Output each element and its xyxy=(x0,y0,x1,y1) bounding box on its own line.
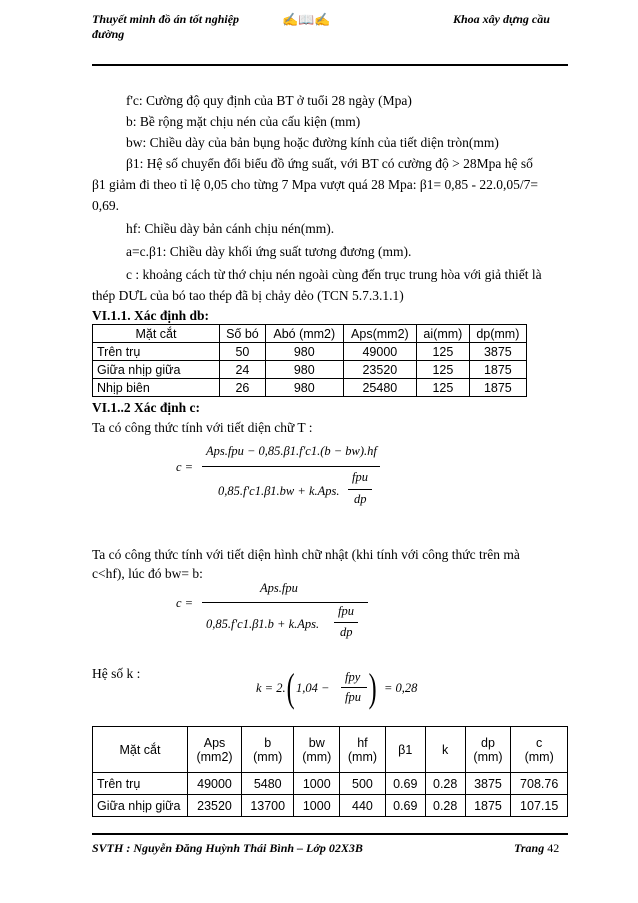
header-label: hf xyxy=(357,735,368,750)
table-cell: 23520 xyxy=(343,361,416,379)
formula-t-numerator: Aps.fpu − 0,85.β1.f'c1.(b − bw).hf xyxy=(206,444,377,458)
table-cell: 3875 xyxy=(465,773,511,795)
db-th-1: Số bó xyxy=(220,325,266,343)
header-label: β1 xyxy=(398,742,413,757)
table-cell: 5480 xyxy=(242,773,294,795)
formula-rect-inner-num: fpu xyxy=(338,604,354,618)
table-cell: 125 xyxy=(417,361,470,379)
c-table xyxy=(92,726,568,817)
header-label: Aps xyxy=(203,735,226,750)
header-title-line1: Thuyết minh đồ án tốt nghiệp xyxy=(92,12,240,26)
intro-t-section: Ta có công thức tính với tiết diện chữ T : xyxy=(92,420,313,435)
header-label: bw xyxy=(308,735,325,750)
header-label: Mặt cắt xyxy=(119,742,161,757)
c-th-5 xyxy=(385,727,425,773)
formula-t-lhs: c = xyxy=(176,460,194,474)
table-cell: 708.76 xyxy=(511,773,568,795)
def-bw: bw: Chiều dày của bản bụng hoặc đường kính của tiết diện tròn(mm) xyxy=(126,135,499,150)
c-th-4 xyxy=(340,727,386,773)
def-beta1-c: 0,69. xyxy=(92,198,119,213)
table-row xyxy=(93,379,527,397)
k-formula-lhs: k = 2. xyxy=(256,681,286,695)
k-close-paren: ) xyxy=(368,665,377,710)
def-fc: f'c: Cường độ quy định của BT ở tuổi 28 ngày (Mpa) xyxy=(126,93,412,108)
table-cell: 440 xyxy=(340,795,386,817)
header-right: Khoa xây dựng cầu xyxy=(453,12,550,26)
header-unit: (mm) xyxy=(302,749,332,764)
table-row xyxy=(93,343,527,361)
k-label: Hệ số k : xyxy=(92,666,141,681)
table-cell: 13700 xyxy=(242,795,294,817)
table-cell: 49000 xyxy=(188,773,242,795)
formula-rect-numerator: Aps.fpu xyxy=(260,581,298,595)
def-b: b: Bề rộng mặt chịu nén của cấu kiện (mm) xyxy=(126,114,361,129)
db-th-4: ai(mm) xyxy=(417,325,470,343)
k-open-paren: ( xyxy=(286,665,295,710)
formula-t-inner-num: fpu xyxy=(352,470,368,484)
table-cell: 50 xyxy=(220,343,266,361)
table-cell: 125 xyxy=(417,379,470,397)
intro-rect-a: Ta có công thức tính với tiết diện hình chữ nhật (khi tính với công thức trên mà xyxy=(92,547,520,562)
db-th-3: Aps(mm2) xyxy=(343,325,416,343)
header-unit: (mm) xyxy=(253,749,283,764)
table-cell: 1000 xyxy=(294,773,340,795)
table-cell: 1875 xyxy=(465,795,511,817)
table-cell: 500 xyxy=(340,773,386,795)
header-label: b xyxy=(264,735,272,750)
db-th-2: Abó (mm2) xyxy=(265,325,343,343)
page-number: 42 xyxy=(547,841,560,855)
k-fraction-bar xyxy=(341,687,367,688)
formula-t-fraction-bar xyxy=(202,466,380,467)
table-cell: Giữa nhịp giữa xyxy=(93,795,188,817)
table-cell: 0.28 xyxy=(425,773,465,795)
table-cell: 3875 xyxy=(469,343,526,361)
intro-rect-b: c<hf), lúc đó bw= b: xyxy=(92,566,203,581)
formula-rect-inner-den: dp xyxy=(340,625,353,639)
header-unit: (mm) xyxy=(347,749,378,764)
def-c-a: c : khoảng cách từ thớ chịu nén ngoài cùng đến trục trung hòa với giả thiết là xyxy=(126,267,542,282)
formula-t-denominator: 0,85.f'c1.β1.bw + k.Aps. xyxy=(218,484,340,498)
footer-page-label: Trang xyxy=(514,841,545,855)
db-th-5: dp(mm) xyxy=(469,325,526,343)
c-th-1 xyxy=(188,727,242,773)
table-cell: 26 xyxy=(220,379,266,397)
table-cell: 125 xyxy=(417,343,470,361)
k-formula-den: fpu xyxy=(345,690,361,704)
k-formula-num: fpy xyxy=(345,670,361,684)
def-c-b: thép DƯL của bó tao thép đã bị chảy dẻo (TCN 5.7.3.1.1) xyxy=(92,288,404,303)
table-cell: Giữa nhịp giữa xyxy=(93,361,220,379)
c-th-6 xyxy=(425,727,465,773)
table-cell: 0.69 xyxy=(385,773,425,795)
table-cell: 0.28 xyxy=(425,795,465,817)
table-row xyxy=(93,773,568,795)
table-row xyxy=(93,795,568,817)
c-th-7 xyxy=(465,727,511,773)
table-cell: 980 xyxy=(265,379,343,397)
table-row xyxy=(93,361,527,379)
table-cell: 23520 xyxy=(188,795,242,817)
header-label: k xyxy=(442,742,449,757)
table-cell: Trên trụ xyxy=(93,773,188,795)
table-cell: Trên trụ xyxy=(93,343,220,361)
table-cell: 1000 xyxy=(294,795,340,817)
def-a: a=c.β1: Chiều dày khối ứng suất tương đương (mm). xyxy=(126,244,412,259)
section1-title: VI.1.1. Xác định db: xyxy=(92,308,210,323)
c-th-3 xyxy=(294,727,340,773)
section2-title: VI.1..2 Xác định c: xyxy=(92,400,201,415)
formula-rect-inner-bar xyxy=(334,622,358,623)
c-th-2 xyxy=(242,727,294,773)
k-formula-inner: 1,04 − xyxy=(296,681,330,695)
db-table-header xyxy=(93,325,527,343)
formula-rect-lhs: c = xyxy=(176,596,194,610)
header-left xyxy=(92,12,262,42)
table-cell: 25480 xyxy=(343,379,416,397)
table-cell: 980 xyxy=(265,361,343,379)
header-unit: (mm2) xyxy=(196,749,233,764)
k-formula-rhs: = 0,28 xyxy=(384,681,418,695)
header-rule xyxy=(92,64,568,66)
c-th-0 xyxy=(93,727,188,773)
footer-rule xyxy=(92,833,568,835)
formula-t-inner-den: dp xyxy=(354,492,367,506)
def-beta1-b: β1 giảm đi theo tỉ lệ 0,05 cho từng 7 Mpa vượt quá 28 Mpa: β1= 0,85 - 22.0,05/7= xyxy=(92,177,538,192)
footer-page xyxy=(514,841,559,856)
header-unit: (mm) xyxy=(473,749,503,764)
table-cell: 980 xyxy=(265,343,343,361)
formula-rect-denominator: 0,85.f'c1.β1.b + k.Aps. xyxy=(206,617,320,631)
def-hf: hf: Chiều dày bản cánh chịu nén(mm). xyxy=(126,221,335,236)
header-title-line2: đường xyxy=(92,27,125,41)
def-beta1-a: β1: Hệ số chuyển đổi biểu đồ ứng suất, với BT có cường độ > 28Mpa hệ số xyxy=(126,156,533,171)
header-ornament: ✍📖✍ xyxy=(282,12,331,27)
table-cell: 24 xyxy=(220,361,266,379)
header-label: dp xyxy=(481,735,495,750)
formula-t-inner-bar xyxy=(348,489,372,490)
header-unit: (mm) xyxy=(524,749,554,764)
table-cell: 1875 xyxy=(469,361,526,379)
table-cell: 0.69 xyxy=(385,795,425,817)
header-label: c xyxy=(536,735,543,750)
table-cell: 49000 xyxy=(343,343,416,361)
formula-rect-fraction-bar xyxy=(202,602,368,603)
table-cell: 107.15 xyxy=(511,795,568,817)
db-table xyxy=(92,324,527,397)
table-cell: Nhịp biên xyxy=(93,379,220,397)
footer-author: SVTH : Nguyễn Đăng Huỳnh Thái Bình – Lớp 02X3B xyxy=(92,841,363,855)
c-table-header xyxy=(93,727,568,773)
c-th-8 xyxy=(511,727,568,773)
db-th-0: Mặt cắt xyxy=(93,325,220,343)
table-cell: 1875 xyxy=(469,379,526,397)
